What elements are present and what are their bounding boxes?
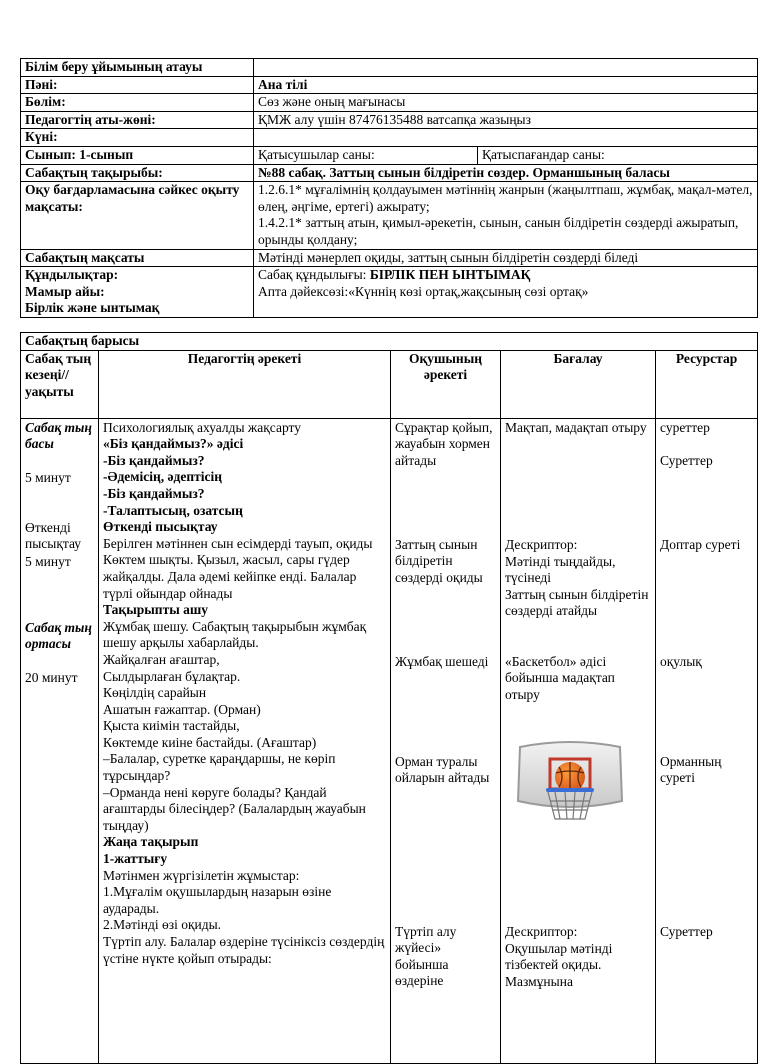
column-header-row [21,350,758,418]
resources-cell [656,418,758,1063]
riddle-line: Қыста киімін тастайды, [103,718,240,734]
teacher-line: 2.Мәтінді өзі оқиды. [103,917,222,933]
resource-item: оқулық [660,653,702,669]
topic-intro-title: Тақырыпты ашу [103,602,209,618]
stage-middle-time: 20 минут [25,669,78,685]
date-row [21,129,758,147]
section-value: Сөз және оның мағынасы [254,94,758,112]
org-label: Білім беру ұйымының атауы [21,59,254,77]
exercise-title: 1-жаттығу [103,851,168,867]
teacher-line: -Біз қандаймыз? [103,485,205,501]
riddle-line: Көктемде киіне бастайды. (Ағаштар) [103,734,317,750]
teacher-line: Мәтінмен жүргізілетін жұмыстар: [103,867,300,883]
lesson-progress-table [20,332,758,1064]
absent-label: Қатыспағандар саны: [478,146,758,164]
values-label: Құндылықтар: [25,267,119,283]
col-header-teacher: Педагогтің әрекеті [99,350,391,418]
org-row [21,59,758,77]
assessment-line: Мазмұнына [505,973,573,989]
descriptor-label: Дескриптор: [505,923,578,939]
student-line: Сұрақтар қойып, жауабын хормен айтады [395,419,493,468]
teacher-label: Педагогтің аты-жөні: [21,111,254,129]
teacher-line: –Балалар, суретке қараңдаршы, не көріп тұрсыңдар? [103,751,336,784]
org-value [254,59,758,77]
goal-value: Мәтінді мәнерлеп оқиды, заттың сынын білдіретін сөздерді біледі [254,249,758,267]
assessment-line: Оқушылар мәтінді тізбектей оқиды. [505,940,613,973]
review-title: Өткенді пысықтау [103,519,218,535]
assessment-line: Мақтап, мадақтап отыру [505,419,647,435]
col-header-stage: Сабақ тың кезеңі// уақыты [21,350,99,418]
assessment-line: «Баскетбол» әдісі бойынша мадақтап отыру [505,653,615,702]
teacher-line: Жұмбақ шешу. Сабақтың тақырыбын жұмбақ шешу арқылы хабарлайды. [103,618,367,651]
resource-item: Орманның суреті [660,753,722,786]
subject-row [21,76,758,94]
objective-item: 1.2.6.1* мұғалімнің қолдауымен мәтіннің жанрын (жаңылтпаш, жұмбақ, мақал-мәтел, өлең, әңгіме, ертегі) ажырату; [258,182,753,214]
month-label: Мамыр айы: [25,283,105,299]
col-header-student: Оқушының әрекеті [391,350,501,418]
subject-label: Пәні: [21,76,254,94]
teacher-line: 1.Мұғалім оқушылардың назарын өзіне аударады. [103,884,332,916]
col-header-assessment: Бағалау [501,350,656,418]
section-label: Бөлім: [21,94,254,112]
lesson-value [258,267,753,284]
student-activity-cell [391,418,501,1063]
date-label: Күні: [21,129,254,147]
basketball-hoop-icon [510,739,630,829]
method-title: «Біз қандаймыз?» әдісі [103,436,244,452]
stage-middle-name: Сабақ тың ортасы [25,619,92,652]
stage-review-time: 5 минут [25,553,71,569]
goal-row [21,249,758,267]
student-line: Орман туралы ойларын айтады [395,753,490,786]
riddle-line: Жайқалған ағаштар, [103,651,220,667]
student-line: Түртіп алу жүйесі» бойынша өздеріне [395,923,457,989]
lesson-info-table [20,58,758,318]
class-label: Сынып: 1-сынып [21,146,254,164]
teacher-line: -Әдемісің, әдептісің [103,469,223,485]
riddle-line: Көңілдің сарайын [103,685,207,701]
date-value [254,129,758,147]
lesson-value-main: БІРЛІК ПЕН ЫНТЫМАҚ [369,267,531,283]
values-row [21,267,758,318]
resource-item: Суреттер [660,452,713,468]
topic-value: №88 сабақ. Заттың сынын білдіретін сөздер. Орманшының баласы [254,164,758,182]
teacher-line: Түртіп алу. Балалар өздеріне түсініксіз сөздердің үстіне нүкте қойып отырады: [103,934,385,966]
progress-title: Сабақтың барысы [21,333,758,351]
student-line: Жұмбақ шешеді [395,653,489,669]
progress-title-row [21,333,758,351]
objectives-label: Оқу бағдарламасына сәйкес оқыту мақсаты: [21,182,254,249]
stage-start-time: 5 минут [25,469,71,485]
section-row [21,94,758,112]
topic-label: Сабақтың тақырыбы: [21,164,254,182]
riddle-line: Сылдырлаған бұлақтар. [103,668,241,684]
values-value-cell [254,267,758,318]
teacher-line: –Орманда нені көруге болады? Қандай ағаштарды білесіңдер? (Балалардың жауабын тыңдау) [103,784,366,833]
new-topic-title: Жаңа тақырып [103,834,199,850]
teacher-line: Психологиялық ахуалды жақсарту [103,419,302,435]
assessment-cell [501,418,656,1063]
present-label: Қатысушылар саны: [254,146,478,164]
teacher-value: ҚМЖ алу үшін 87476135488 ватсапқа жазыңыз [254,111,758,129]
riddle-line: Ашатын ғажаптар. (Орман) [103,701,261,717]
teacher-line: -Талаптысың, озатсың [103,502,243,518]
lesson-value-prefix: Сабақ құндылығы: [258,267,370,283]
col-header-resources: Ресурстар [656,350,758,418]
subject-value: Ана тілі [254,76,758,94]
teacher-row [21,111,758,129]
resource-item: Доптар суреті [660,536,741,552]
objectives-value [254,182,758,249]
teacher-line: Берілген мәтіннен сын есімдерді тауып, оқиды [103,535,373,551]
teacher-line: -Біз қандаймыз? [103,452,205,468]
topic-row [21,164,758,182]
lesson-body-row [21,418,758,1063]
assessment-line: Заттың сынын білдіретін сөздерді атайды [505,586,649,619]
stage-cell [21,418,99,1063]
objective-item: 1.4.2.1* заттың атын, қимыл-әрекетін, сынын, санын білдіретін сөздерді ажыратып, орынды қолдану; [258,215,739,247]
student-line: Заттың сынын білдіретін сөздерді оқиды [395,536,483,585]
goal-label: Сабақтың мақсаты [21,249,254,267]
descriptor-label: Дескриптор: [505,536,578,552]
values-label-cell [21,267,254,318]
month-value: Бірлік және ынтымақ [25,300,160,316]
objectives-row [21,182,758,249]
resource-item: суреттер [660,419,710,435]
teacher-activity-cell [99,418,391,1063]
week-quote: Апта дәйексөзі:«Күннің көзі ортақ,жақсының сөзі ортақ» [258,283,589,299]
teacher-line: Көктем шықты. Қызыл, жасыл, сары гүдер жайқалды. Дала әдемі кейіпке енді. Балалар түрлі ойындар ойнады [103,552,357,601]
class-row [21,146,758,164]
stage-review-name: Өткенді пысықтау [25,519,82,552]
stage-start-name: Сабақ тың басы [25,419,92,452]
assessment-line: Мәтінді тыңдайды, түсінеді [505,553,616,586]
resource-item: Суреттер [660,923,713,939]
